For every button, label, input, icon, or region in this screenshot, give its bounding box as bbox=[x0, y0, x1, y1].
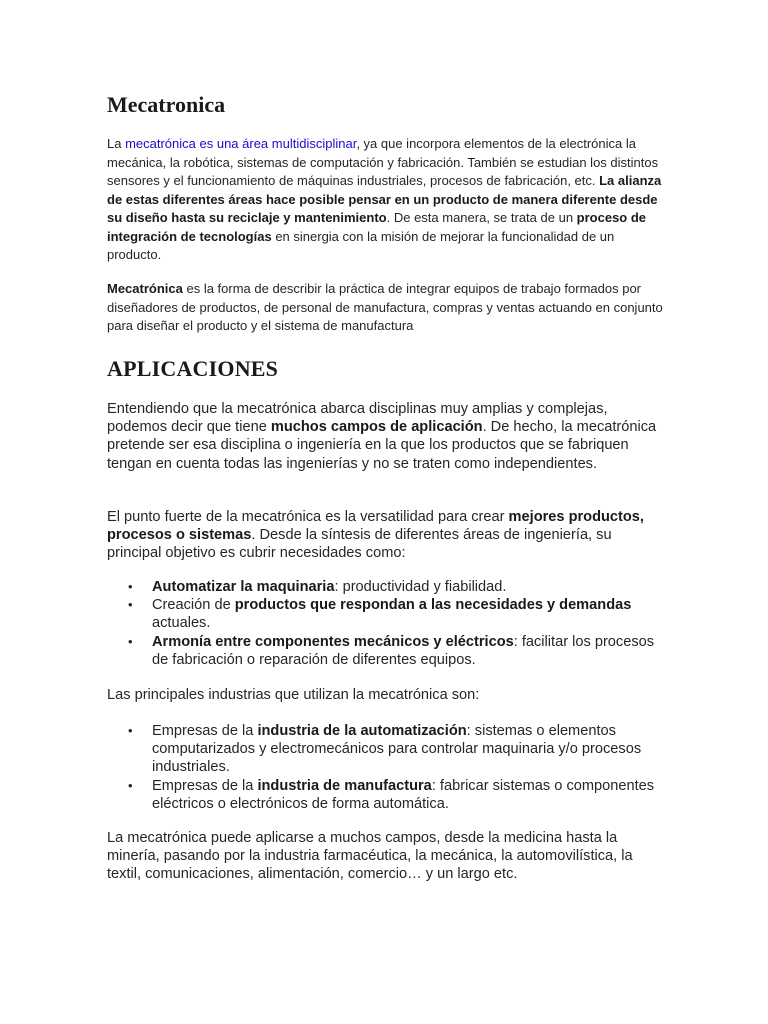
list-item-pre: Empresas de la bbox=[152, 777, 258, 794]
applications-paragraph-1 bbox=[107, 400, 667, 473]
list-item-post: : productividad y fiabilidad. bbox=[334, 579, 507, 595]
applications-paragraph-3: Las principales industrias que utilizan la mecatrónica son: bbox=[107, 687, 480, 703]
intro-bold-text: La alianza de estas diferentes áreas hace posible pensar en un producto de manera diferente desde su diseño hasta su reciclaje y mantenimiento bbox=[107, 173, 662, 225]
intro-bold-text: proceso de integración de tecnologías bbox=[107, 210, 647, 244]
applications-paragraph-4: La mecatrónica puede aplicarse a muchos campos, desde la medicina hasta la minería, pasando por la industria farmacéutica, la mecánica, la automovilística, la textil, comunicaciones, alimentación, comercio… y un largo etc. bbox=[107, 830, 633, 883]
list-item-pre: Empresas de la bbox=[152, 723, 258, 739]
bold-text: muchos campos de aplicación bbox=[270, 419, 483, 436]
list-item-bold: industria de la automatización bbox=[257, 723, 467, 739]
bullet-icon: • bbox=[128, 597, 133, 613]
applications-heading: APLICACIONES bbox=[107, 356, 279, 381]
bullet-icon: • bbox=[128, 633, 133, 649]
list-item-bold: productos que respondan a las necesidades y demandas bbox=[234, 597, 632, 614]
body-text: Entendiendo que la mecatrónica abarca disciplinas muy amplias y complejas, podemos decir que tiene bbox=[107, 401, 608, 436]
body-text: . Desde la síntesis de diferentes áreas de ingeniería, su principal objetivo es cubrir necesidades como: bbox=[107, 527, 612, 562]
list-item bbox=[107, 777, 667, 813]
multidisciplinary-link[interactable]: mecatrónica es una área multidisciplinar bbox=[125, 136, 357, 151]
body-text: El punto fuerte de la mecatrónica es la versatilidad para crear bbox=[107, 509, 509, 525]
intro-text: es la forma de describir la práctica de integrar equipos de trabajo formados por diseñadores de productos, de personal de manufactura, compras y ventas actuando en conjunto para diseñar el producto y el sistema de manufactura bbox=[107, 281, 663, 333]
intro-bold-text: Mecatrónica bbox=[107, 281, 183, 296]
intro-text: . De esta manera, se trata de un bbox=[386, 210, 577, 225]
body-text: . De hecho, la mecatrónica pretende ser esa disciplina o ingeniería en la que los productos que se fabriquen tengan en cuenta todas las ingenierías y no se traten como independientes. bbox=[107, 419, 657, 472]
intro-paragraph-1 bbox=[107, 135, 667, 265]
list-item bbox=[107, 578, 667, 596]
list-item-bold: industria de manufactura bbox=[257, 777, 432, 794]
list-item-bold: Armonía entre componentes mecánicos y eléctricos bbox=[152, 633, 514, 650]
list-item-bold: Automatizar la maquinaria bbox=[152, 579, 335, 595]
list-item bbox=[107, 596, 667, 632]
intro-text: en sinergia con la misión de mejorar la funcionalidad de un producto. bbox=[107, 228, 615, 262]
needs-list bbox=[107, 578, 667, 669]
list-item bbox=[107, 722, 667, 777]
bullet-icon: • bbox=[128, 777, 133, 793]
applications-paragraph-2 bbox=[107, 508, 667, 563]
bold-text: mejores productos, procesos o sistemas bbox=[107, 509, 644, 544]
intro-text: , ya que incorpora elementos de la electrónica la mecánica, la robótica, sistemas de computación y fabricación. También se estudian los distintos sensores y el funcionamiento de máquinas industriales, procesos de fabricación, etc. bbox=[107, 136, 659, 188]
page-title: Mecatronica bbox=[107, 92, 226, 117]
bullet-icon: • bbox=[128, 723, 133, 738]
industries-list bbox=[107, 722, 667, 813]
list-item-post: actuales. bbox=[152, 615, 211, 632]
list-item bbox=[107, 633, 667, 669]
list-item-pre: Creación de bbox=[152, 597, 235, 614]
list-item-post: : facilitar los procesos de fabricación o reparación de diferentes equipos. bbox=[152, 633, 655, 668]
intro-paragraph-2 bbox=[107, 280, 667, 336]
intro-text: La bbox=[107, 136, 126, 151]
list-item-post: : sistemas o elementos computarizados y electromecánicos para controlar maquinaria y/o procesos industriales. bbox=[152, 723, 642, 776]
bullet-icon: • bbox=[128, 579, 133, 594]
list-item-post: : fabricar sistemas o componentes eléctricos o electrónicos de forma automática. bbox=[152, 777, 655, 812]
